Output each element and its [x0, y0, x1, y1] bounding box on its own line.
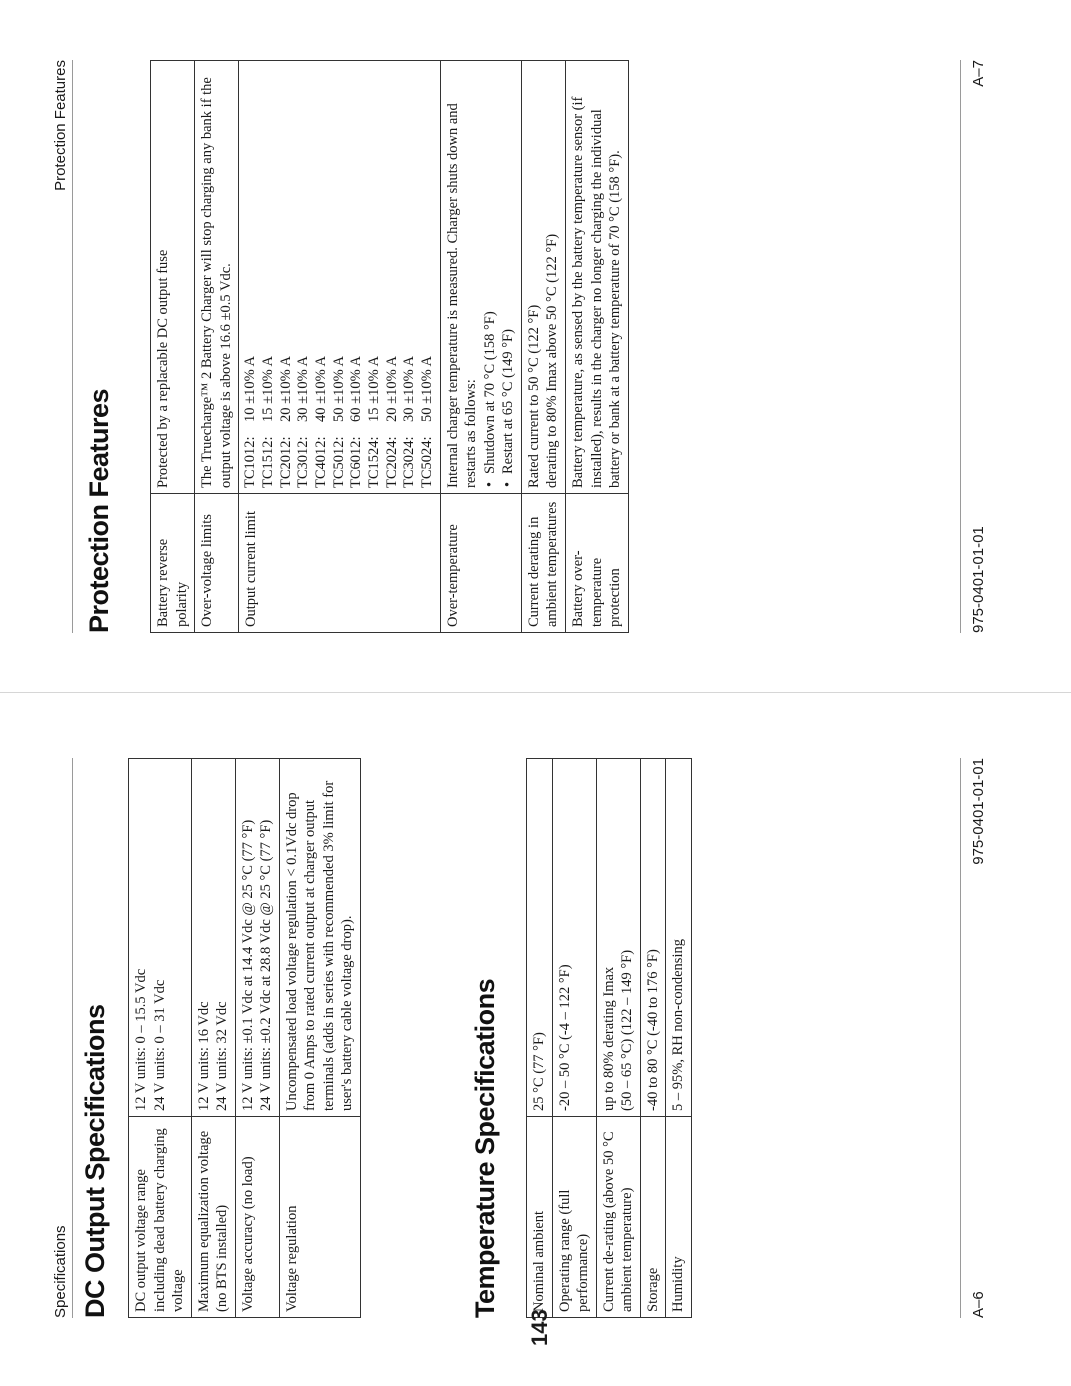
current-limit: 20 ±10% A [277, 356, 294, 422]
model-name: TC1512: [259, 436, 276, 488]
row-value: 5 – 95%, RH non-condensing [666, 759, 692, 1117]
row-label: Voltage accuracy (no load) [235, 1117, 279, 1318]
header-rule [72, 60, 73, 633]
row-value: 25 °C (77 °F) [527, 759, 553, 1117]
model-name: TC3024: [401, 436, 418, 488]
running-header: Specifications [52, 1225, 69, 1318]
over-temperature-intro: Internal charger temperature is measured. Charger shuts down and restarts as follows: [444, 103, 480, 488]
model-name: TC2024: [383, 436, 400, 488]
table-row [279, 759, 360, 1318]
current-limit-row [260, 66, 278, 488]
protection-title: Protection Features [84, 388, 114, 633]
current-limit-row [313, 66, 331, 488]
current-limit-list [239, 61, 441, 494]
footer-rule [960, 758, 961, 1318]
model-name: TC5024: [419, 436, 436, 488]
row-label: Storage [640, 1117, 666, 1318]
row-value: 12 V units: 16 Vdc 24 V units: 32 Vdc [191, 759, 235, 1117]
current-limit-row [384, 66, 402, 488]
temperature-title: Temperature Specifications [470, 978, 500, 1318]
table-row [527, 759, 553, 1318]
current-limit-row [348, 66, 366, 488]
table-row [440, 61, 521, 633]
current-limit: 20 ±10% A [383, 356, 400, 422]
page-number: A–7 [970, 60, 987, 87]
dc-output-table [128, 758, 361, 1318]
header-rule [72, 758, 73, 1318]
table-row [129, 759, 192, 1318]
row-label: Operating range (full performance) [552, 1117, 596, 1318]
current-limit-row [366, 66, 384, 488]
table-row [552, 759, 596, 1318]
current-limit-row [242, 66, 260, 488]
row-label: Battery reverse polarity [151, 494, 195, 633]
row-value: Battery temperature, as sensed by the battery temperature sensor (if installed), results in the charger no longer charging the individual battery or bank at a battery temperature of 70 °C (158 °F). [566, 61, 629, 494]
row-value: The Truecharge™ 2 Battery Charger will stop charging any bank if the output voltage is above 16.6 ±0.5 Vdc. [195, 61, 239, 494]
table-row [235, 759, 279, 1318]
bullet-item: • Restart at 65 °C (149 °F) [499, 66, 518, 474]
current-limit-row [401, 66, 419, 488]
model-name: TC4012: [312, 436, 329, 488]
row-label: DC output voltage range including dead battery charging voltage [129, 1117, 192, 1318]
table-row [195, 61, 239, 633]
model-name: TC5012: [330, 436, 347, 488]
current-limit-row [295, 66, 313, 488]
temperature-table [526, 758, 692, 1318]
protection-table [150, 60, 629, 633]
current-limit: 15 ±10% A [259, 356, 276, 422]
row-value: Protected by a replacable DC output fuse [151, 61, 195, 494]
current-limit-row [419, 66, 437, 488]
current-limit-row [278, 66, 296, 488]
row-label: Battery over-temperature protection [566, 494, 629, 633]
model-name: TC1012: [242, 436, 259, 488]
model-name: TC6012: [348, 436, 365, 488]
row-label: Output current limit [239, 494, 441, 633]
row-value: up to 80% derating Imax (50 – 65 °C) (122 – 149 °F) [596, 759, 640, 1117]
table-row [640, 759, 666, 1318]
bullet-item: • Shutdown at 70 °C (158 °F) [481, 66, 500, 474]
handwritten-page-number: 143 [527, 1309, 552, 1346]
document-number: 975-0401-01-01 [970, 758, 987, 865]
table-row [521, 61, 565, 633]
table-row [191, 759, 235, 1318]
current-limit: 40 ±10% A [312, 356, 329, 422]
model-name: TC1524: [366, 436, 382, 488]
table-row [566, 61, 629, 633]
table-row [239, 61, 441, 633]
over-temperature-bullets [481, 66, 518, 488]
current-limit: 30 ±10% A [295, 356, 312, 422]
row-label: Over-temperature [440, 494, 521, 633]
current-limit: 50 ±10% A [330, 356, 347, 422]
running-header: Protection Features [52, 60, 69, 191]
row-label: Maximum equalization voltage (no BTS installed) [191, 1117, 235, 1318]
model-name: TC3012: [295, 436, 312, 488]
page-number: A–6 [970, 1291, 987, 1318]
page-a6 [0, 692, 1071, 1386]
document-number: 975-0401-01-01 [970, 526, 987, 633]
row-value [440, 61, 521, 494]
row-label: Over-voltage limits [195, 494, 239, 633]
row-label: Humidity [666, 1117, 692, 1318]
current-limit-row [331, 66, 349, 488]
current-limit: 50 ±10% A [419, 356, 436, 422]
row-value: Uncompensated load voltage regulation < 0.1Vdc drop from 0 Amps to rated current output at charger output terminals (adds in series with recommended 3% limit for user's battery cable voltage drop). [279, 759, 360, 1117]
row-value: 12 V units: ±0.1 Vdc at 14.4 Vdc @ 25 °C (77 °F) 24 V units: ±0.2 Vdc at 28.8 Vdc @ 25 °C (77 °F) [235, 759, 279, 1117]
row-value: -40 to 80 °C (-40 to 176 °F) [640, 759, 666, 1117]
row-label: Current de-rating (above 50 °C ambient temperature) [596, 1117, 640, 1318]
table-row [151, 61, 195, 633]
table-row [596, 759, 640, 1318]
row-value: -20 – 50 °C (-4 – 122 °F) [552, 759, 596, 1117]
dc-output-title: DC Output Specifications [80, 1004, 110, 1318]
current-limit: 30 ±10% A [401, 356, 418, 422]
row-label: Current derating in ambient temperatures [521, 494, 565, 633]
row-label: Voltage regulation [279, 1117, 360, 1318]
model-name: TC2012: [277, 436, 294, 488]
current-limit: 15 ±10% A [366, 356, 382, 422]
row-label: Nominal ambient [527, 1117, 553, 1318]
table-row [666, 759, 692, 1318]
row-value: 12 V units: 0 – 15.5 Vdc 24 V units: 0 – 31 Vdc [129, 759, 192, 1117]
footer-rule [960, 60, 961, 633]
current-limit: 60 ±10% A [348, 356, 365, 422]
row-value: Rated current to 50 °C (122 °F) derating to 80% Imax above 50 °C (122 °F) [521, 61, 565, 494]
current-limit: 10 ±10% A [242, 356, 259, 422]
